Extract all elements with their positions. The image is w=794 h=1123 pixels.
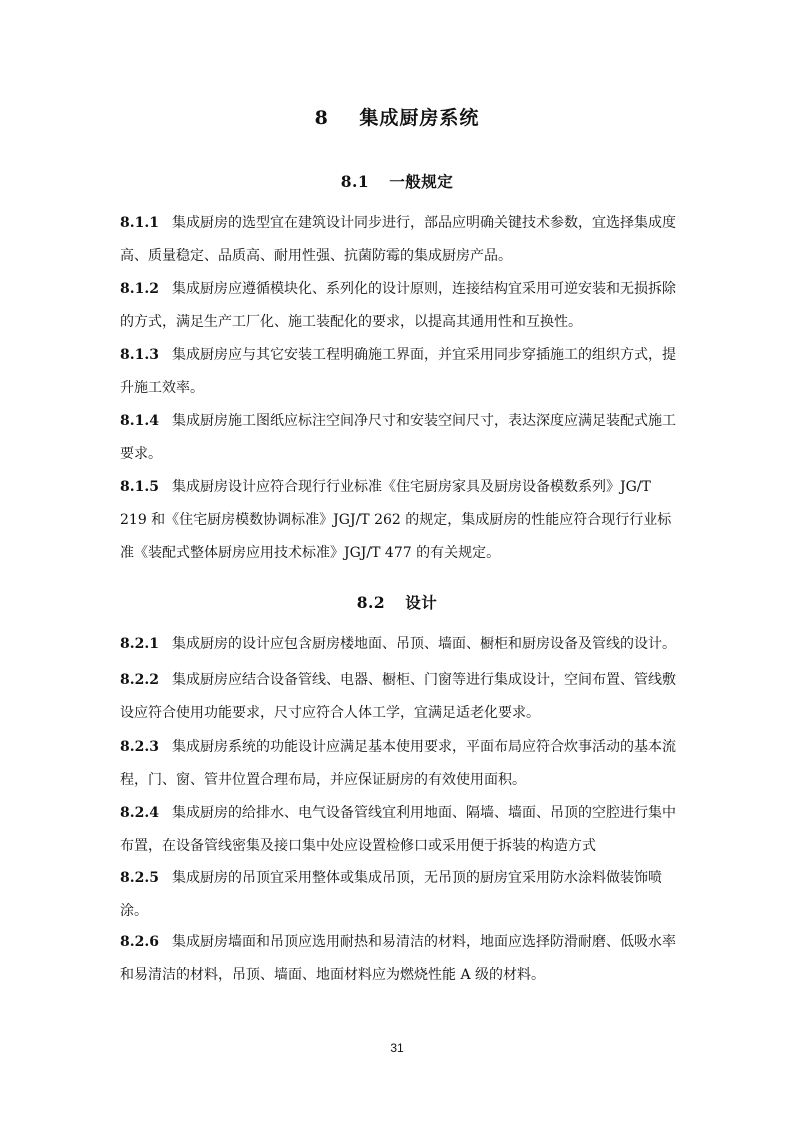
clause-8-2-4 <box>120 797 676 863</box>
clause-text: 集成厨房系统的功能设计应满足基本使用要求，平面布局应符合炊事活动的基本流程，门、窗、管井位置合理布局，并应保证厨房的有效使用面积。 <box>120 739 676 788</box>
clause-text: 集成厨房的吊顶宜采用整体或集成吊顶，无吊顶的厨房宜采用防水涂料做装饰喷涂。 <box>120 870 662 919</box>
clause-text: 集成厨房应与其它安装工程明确施工界面，并宜采用同步穿插施工的组织方式，提升施工效率。 <box>120 347 676 396</box>
clause-number: 8.1.5 <box>120 479 159 495</box>
clause-number: 8.2.3 <box>120 739 159 755</box>
clause-text: 集成厨房的选型宜在建筑设计同步进行，部品应明确关键技术参数，宜选择集成度高、质量稳定、品质高、耐用性强、抗菌防霉的集成厨房产品。 <box>120 215 676 264</box>
clause-text: 集成厨房设计应符合现行行业标准《住宅厨房家具及厨房设备模数系列》JG/T 219 和《住宅厨房模数协调标准》JGJ/T 262 的规定，集成厨房的性能应符合现行行业标准《装配式整体厨房应用技术标准》JGJ/T 477 的有关规定。 <box>120 479 672 561</box>
clause-8-1-1 <box>120 207 676 273</box>
section-number: 8.1 <box>340 172 370 191</box>
clause-text: 集成厨房应结合设备管线、电器、橱柜、门窗等进行集成设计，空间布置、管线敷设应符合使用功能要求，尺寸应符合人体工学，宜满足适老化要求。 <box>120 672 676 721</box>
clause-number: 8.2.2 <box>120 672 159 688</box>
clause-8-2-3 <box>120 731 676 797</box>
section-title-text: 设计 <box>405 593 438 612</box>
clause-8-1-4 <box>120 405 676 471</box>
chapter-title <box>0 104 794 132</box>
clause-8-1-5 <box>120 471 676 570</box>
clause-number: 8.1.4 <box>120 413 159 429</box>
section-title-8-1 <box>0 170 794 194</box>
chapter-number: 8 <box>314 107 329 129</box>
clause-text: 集成厨房施工图纸应标注空间净尺寸和安装空间尺寸，表达深度应满足装配式施工要求。 <box>120 413 676 462</box>
clause-text: 集成厨房墙面和吊顶应选用耐热和易清洁的材料，地面应选择防滑耐磨、低吸水率和易清洁的材料，吊顶、墙面、地面材料应为燃烧性能 A 级的材料。 <box>120 934 676 983</box>
section-number: 8.2 <box>356 593 386 612</box>
clause-number: 8.2.6 <box>120 934 159 950</box>
section-title-text: 一般规定 <box>389 172 454 191</box>
clause-number: 8.1.1 <box>120 215 159 231</box>
clause-number: 8.2.5 <box>120 870 159 886</box>
clause-number: 8.1.3 <box>120 347 159 363</box>
clause-8-1-2 <box>120 273 676 339</box>
chapter-title-text: 集成厨房系统 <box>359 107 480 129</box>
clause-number: 8.2.1 <box>120 636 159 652</box>
clause-number: 8.2.4 <box>120 805 159 821</box>
clause-text: 集成厨房应遵循模块化、系列化的设计原则，连接结构宜采用可逆安装和无损拆除的方式，满足生产工厂化、施工装配化的要求，以提高其通用性和互换性。 <box>120 281 676 330</box>
clause-8-1-3 <box>120 339 676 405</box>
clause-text: 集成厨房的给排水、电气设备管线宜利用地面、隔墙、墙面、吊顶的空腔进行集中布置，在设备管线密集及接口集中处应设置检修口或采用便于拆装的构造方式 <box>120 805 676 854</box>
clause-8-2-1 <box>120 628 676 661</box>
clause-8-2-5 <box>120 862 676 928</box>
section-title-8-2 <box>0 591 794 615</box>
clause-8-2-2 <box>120 664 676 730</box>
clause-8-2-6 <box>120 926 676 992</box>
page-number: 31 <box>390 1041 404 1055</box>
clause-number: 8.1.2 <box>120 281 159 297</box>
clause-text: 集成厨房的设计应包含厨房楼地面、吊顶、墙面、橱柜和厨房设备及管线的设计。 <box>171 636 676 652</box>
